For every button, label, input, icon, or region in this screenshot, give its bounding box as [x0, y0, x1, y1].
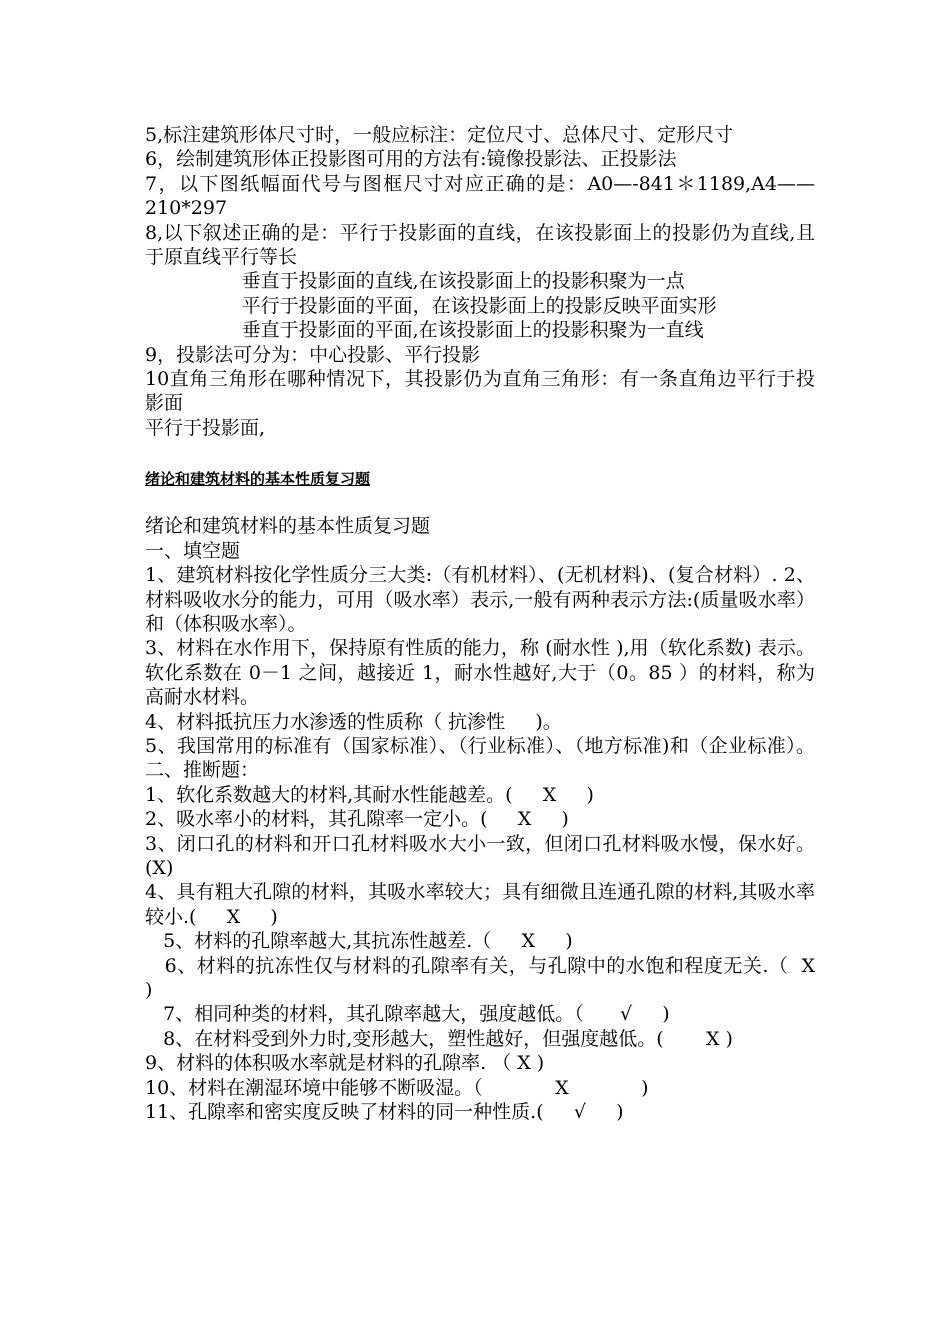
paragraph-judge-10: 10、材料在潮湿环境中能够不断吸湿。（ X ) [145, 1076, 649, 1099]
paragraph-judge-3: 3、闭口孔的材料和开口孔材料吸水大小一致，但闭口孔材料吸水慢，保水好。(X) [145, 832, 815, 879]
paragraph-q9: 9，投影法可分为：中心投影、平行投影 [145, 343, 481, 366]
paragraph-fill-5: 5、我国常用的标准有（国家标准）、（行业标准）、（地方标准)和（企业标准）。二、推断题： [145, 734, 815, 782]
paragraph-fill-1-2: 1、建筑材料按化学性质分三大类:（有机材料）、(无机材料)、(复合材料）. 2、材料吸收水分的能力，可用（吸水率）表示,一般有两种表示方法:(质量吸水率）和（体积吸水率）。 [145, 564, 815, 635]
paragraph-q8-option-2: 垂直于投影面的直线,在该投影面上的投影积聚为一点 [145, 270, 685, 293]
paragraph-judge-4: 4、具有粗大孔隙的材料，其吸水率较大；具有细微且连通孔隙的材料,其吸水率较小.( X ) [145, 881, 815, 928]
paragraph-fill-4: 4、材料抵抗压力水渗透的性质称（ 抗渗性 )。 [145, 710, 562, 733]
paragraph-judge-8: 8、在材料受到外力时,变形越大，塑性越好，但强度越低。( X ) [145, 1027, 733, 1050]
paragraph-q5: 5,标注建筑形体尺寸时，一般应标注：定位尺寸、总体尺寸、定形尺寸 [145, 124, 734, 146]
paragraph-judge-2: 2、吸水率小的材料，其孔隙率一定小。( X ) [145, 808, 569, 831]
paragraph-fill-3: 3、材料在水作用下，保持原有性质的能力，称 (耐水性 ),用（软化系数) 表示。软化系数在 0－1 之间，越接近 1，耐水性越好,大于（0。85 ）的材料，称为高耐水材料。 [145, 637, 815, 709]
paragraph-judge-6: 6、材料的抗冻性仅与材料的孔隙率有关，与孔隙中的水饱和程度无关.（ X ) [145, 954, 846, 1001]
paragraph-q8-option-4: 垂直于投影面的平面,在该投影面上的投影积聚为一直线 [145, 319, 704, 342]
subsection-fill-in: 一、填空题 [145, 539, 241, 562]
paragraph-q8-option-3: 平行于投影面的平面，在该投影面上的投影反映平面实形 [145, 294, 717, 317]
document-body [145, 123, 846, 1124]
paragraph-judge-7: 7、相同种类的材料，其孔隙率越大，强度越低。（ √ ) [145, 1003, 670, 1026]
paragraph-judge-1: 1、软化系数越大的材料,其耐水性能越差。( X ) [145, 783, 594, 806]
section-heading-link[interactable]: 绪论和建筑材料的基本性质复习题 [145, 470, 371, 489]
paragraph-judge-5: 5、材料的孔隙率越大,其抗冻性越差.（ X ) [145, 930, 573, 953]
paragraph-q6: 6，绘制建筑形体正投影图可用的方法有:镜像投影法、正投影法 [145, 148, 677, 171]
paragraph-q7: 7，以下图纸幅面代号与图框尺寸对应正确的是：A0—-841＊1189,A4——210*297 [145, 172, 815, 220]
paragraph-judge-9: 9、材料的体积吸水率就是材料的孔隙率. （ X ) [145, 1052, 545, 1075]
paragraph-q10-answer-2: 平行于投影面, [145, 416, 266, 439]
paragraph-q8: 8,以下叙述正确的是：平行于投影面的直线，在该投影面上的投影仍为直线,且于原直线平行等长 [145, 221, 815, 269]
paragraph-q10: 10直角三角形在哪种情况下，其投影仍为直角三角形：有一条直角边平行于投影面 [145, 368, 815, 415]
section-title: 绪论和建筑材料的基本性质复习题 [145, 515, 431, 538]
spacer [145, 440, 815, 468]
spacer [145, 490, 815, 514]
paragraph-judge-11: 11、孔隙率和密实度反映了材料的同一种性质.( √ ) [145, 1101, 624, 1124]
